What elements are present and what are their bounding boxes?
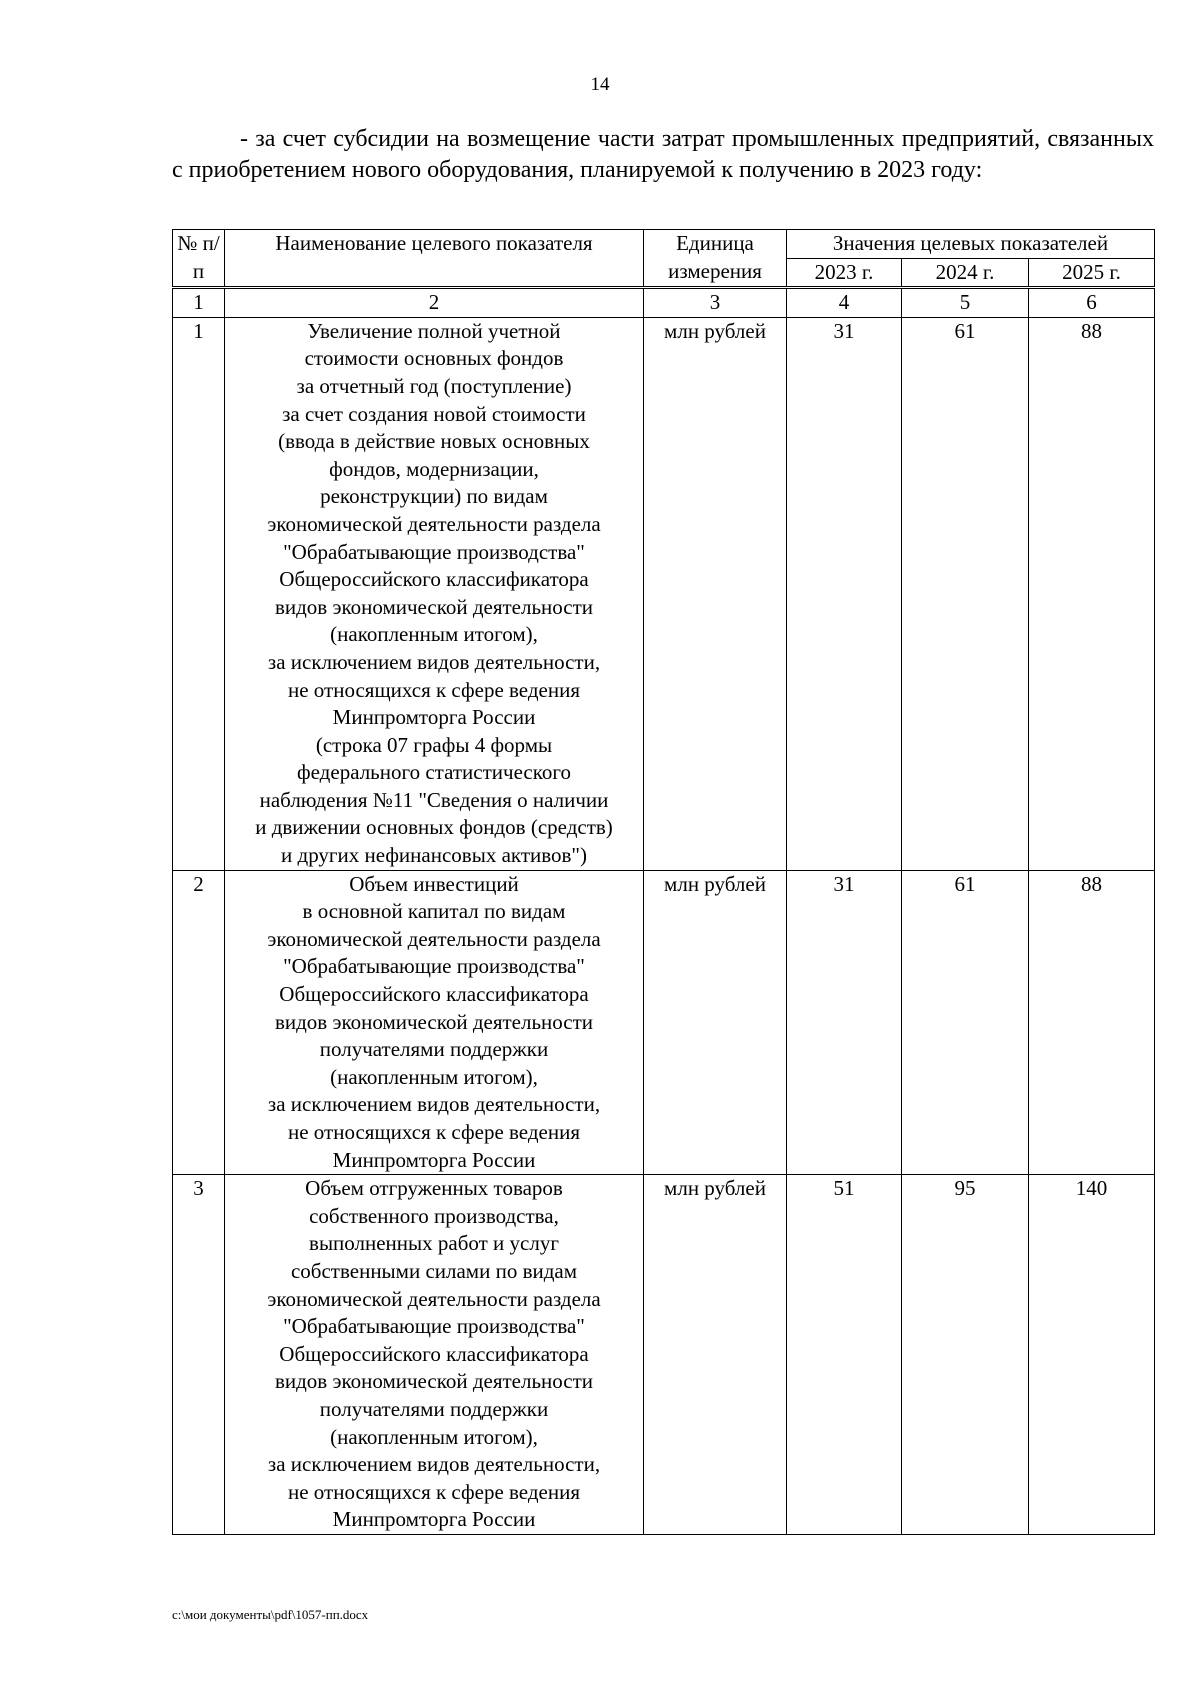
indicator-name-line: за исключением видов деятельности, (267, 1452, 601, 1477)
header-year-2025: 2025 г. (1029, 258, 1155, 288)
intro-paragraph: - за счет субсидии на возмещение части затрат промышленных предприятий, связанных с приобретением нового оборудования, планируемой к получению в 2023 году: (172, 126, 1154, 183)
header-year-2023: 2023 г. (787, 258, 902, 288)
indicator-name-line: Минпромторга России (332, 1147, 536, 1172)
column-number: 2 (225, 288, 644, 318)
column-number: 1 (173, 288, 225, 318)
indicator-name-line: Минпромторга России (332, 1507, 536, 1532)
indicator-name-line: "Обрабатывающие производства" (283, 539, 585, 564)
indicator-name-line: и движении основных фондов (средств) (255, 815, 613, 840)
indicator-name-line: за исключением видов деятельности, (267, 649, 601, 674)
indicator-name (225, 1175, 644, 1535)
indicator-name-line: Минпромторга России (332, 705, 536, 730)
header-values-group: Значения целевых показателей (787, 230, 1155, 259)
indicator-name-line: за отчетный год (поступление) (296, 373, 572, 398)
row-unit: млн рублей (644, 317, 787, 870)
column-number: 3 (644, 288, 787, 318)
indicator-name-line: реконструкции) по видам (320, 484, 548, 509)
indicator-name-line: выполненных работ и услуг (309, 1231, 559, 1256)
indicator-name-line: Объем отгруженных товаров (305, 1176, 563, 1201)
indicator-name-line: за исключением видов деятельности, (267, 1092, 601, 1117)
value-2025: 88 (1029, 870, 1155, 1175)
indicator-name-line: собственного производства, (309, 1203, 559, 1228)
indicator-name-line: в основной капитал по видам (302, 899, 566, 924)
indicator-name-line: "Обрабатывающие производства" (283, 1314, 585, 1339)
row-unit: млн рублей (644, 1175, 787, 1535)
indicator-name-line: стоимости основных фондов (304, 346, 564, 371)
indicator-name-line: экономической деятельности раздела (267, 1286, 601, 1311)
column-number: 4 (787, 288, 902, 318)
value-2023: 31 (787, 317, 902, 870)
indicator-name-line: Общероссийского классификатора (279, 982, 589, 1007)
indicator-name (225, 870, 644, 1175)
header-num: № п/п (173, 230, 225, 288)
indicator-name-line: экономической деятельности раздела (267, 511, 601, 536)
footer-file-path: c:\мои документы\pdf\1057-пп.docx (172, 1607, 369, 1622)
header-year-2024: 2024 г. (902, 258, 1029, 288)
indicator-name-line: видов экономической деятельности (274, 1369, 594, 1394)
table-row (173, 317, 1155, 870)
indicator-name-line: видов экономической деятельности (274, 1009, 594, 1034)
value-2024: 95 (902, 1175, 1029, 1535)
indicator-name-line: получателями поддержки (319, 1037, 549, 1062)
indicator-name-line: (накопленным итогом), (330, 622, 538, 647)
indicator-name-line: наблюдения №11 "Сведения о наличии (259, 787, 609, 812)
indicator-name-line: Увеличение полной учетной (307, 318, 561, 343)
indicator-name-line: получателями поддержки (319, 1396, 549, 1421)
indicator-name-line: федерального статистического (297, 760, 571, 785)
column-numbers-row (173, 288, 1155, 318)
value-2025: 88 (1029, 317, 1155, 870)
table-row (173, 870, 1155, 1175)
indicator-name-line: не относящихся к сфере ведения (288, 1479, 580, 1504)
indicator-name-line: (накопленным итогом), (330, 1064, 538, 1089)
indicator-name-line: фондов, модернизации, (329, 456, 539, 481)
value-2023: 31 (787, 870, 902, 1175)
indicator-name-line: "Обрабатывающие производства" (283, 954, 585, 979)
header-name: Наименование целевого показателя (225, 230, 644, 288)
row-num: 2 (173, 870, 225, 1175)
value-2025: 140 (1029, 1175, 1155, 1535)
target-indicators-table (172, 229, 1155, 1535)
value-2023: 51 (787, 1175, 902, 1535)
indicator-name-line: (строка 07 графы 4 формы (315, 732, 553, 757)
row-unit: млн рублей (644, 870, 787, 1175)
header-unit: Единица измерения (644, 230, 787, 288)
value-2024: 61 (902, 317, 1029, 870)
value-2024: 61 (902, 870, 1029, 1175)
column-number: 5 (902, 288, 1029, 318)
row-num: 1 (173, 317, 225, 870)
indicator-name-line: и других нефинансовых активов") (281, 843, 587, 868)
column-number: 6 (1029, 288, 1155, 318)
indicator-name-line: (ввода в действие новых основных (278, 429, 590, 454)
indicator-name-line: собственными силами по видам (290, 1258, 578, 1283)
table-row (173, 1175, 1155, 1535)
indicator-name-line: экономической деятельности раздела (267, 926, 601, 951)
indicator-name-line: Общероссийского классификатора (279, 1341, 589, 1366)
indicator-name-line: Общероссийского классификатора (279, 567, 589, 592)
row-num: 3 (173, 1175, 225, 1535)
page-number: 14 (590, 74, 610, 95)
indicator-name-line: не относящихся к сфере ведения (288, 677, 580, 702)
indicator-name-line: (накопленным итогом), (330, 1424, 538, 1449)
indicator-name-line: видов экономической деятельности (274, 594, 594, 619)
indicator-name-line: Объем инвестиций (349, 871, 519, 896)
indicator-name-line: за счет создания новой стоимости (282, 401, 586, 426)
indicator-name (225, 317, 644, 870)
indicator-name-line: не относящихся к сфере ведения (288, 1120, 580, 1144)
table-header-row (173, 230, 1155, 259)
